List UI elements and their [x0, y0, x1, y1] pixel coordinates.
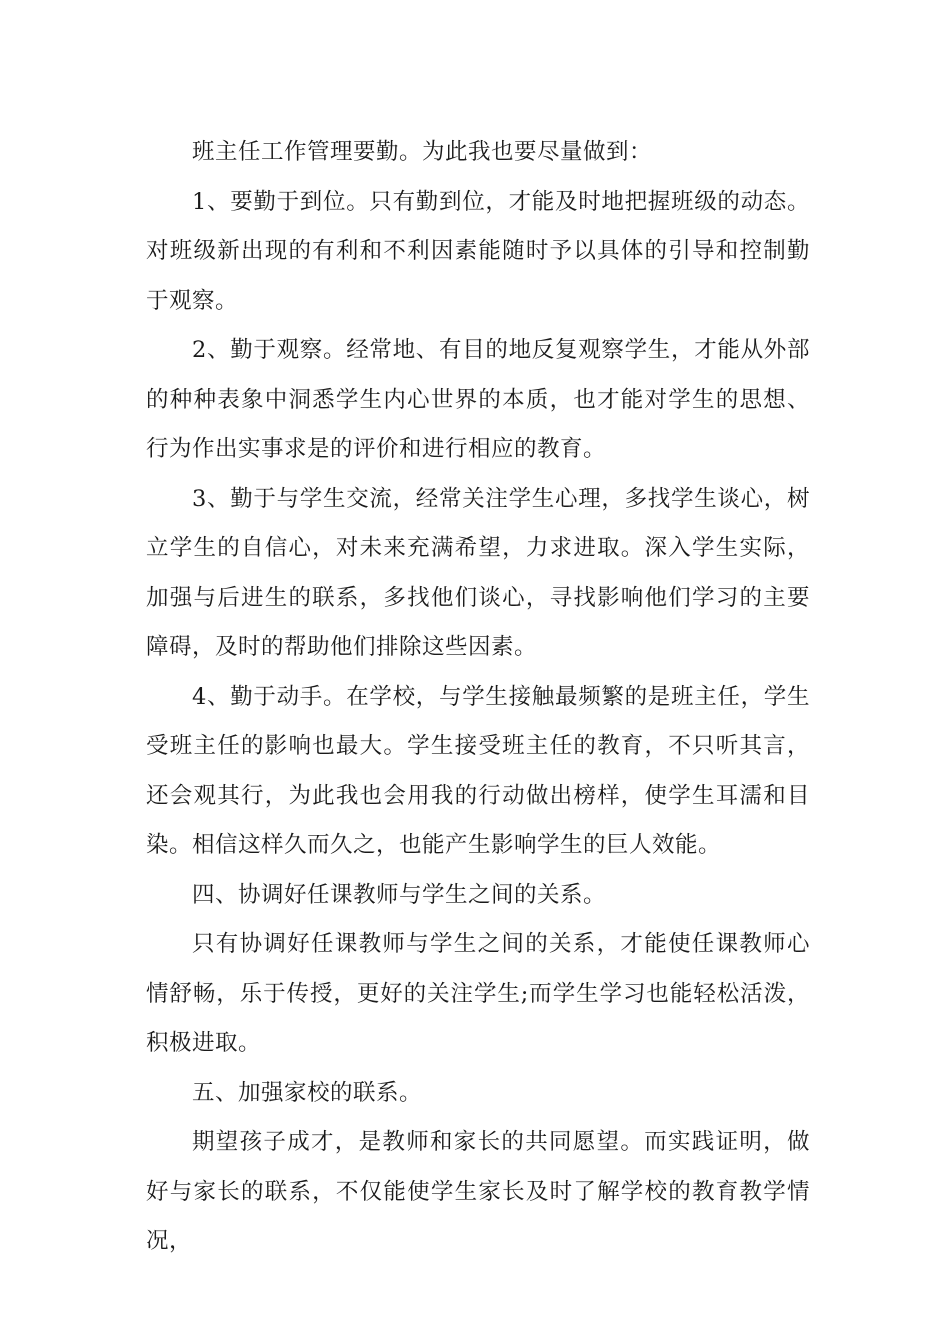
paragraph-item-2: 2、勤于观察。经常地、有目的地反复观察学生，才能从外部的种种表象中洞悉学生内心世界的本质，也才能对学生的思想、行为作出实事求是的评价和进行相应的教育。: [146, 337, 810, 462]
paragraph-item-1: 1、要勤于到位。只有勤到位，才能及时地把握班级的动态。对班级新出现的有利和不利因素能随时予以具体的引导和控制勤于观察。: [146, 188, 810, 314]
paragraph-section-5: 期望孩子成才，是教师和家长的共同愿望。而实践证明，做好与家长的联系，不仅能使学生家长及时了解学校的教育教学情况，: [146, 1129, 810, 1254]
paragraph-item-3: 3、勤于与学生交流，经常关注学生心理，多找学生谈心，树立学生的自信心，对未来充满希望，力求进取。深入学生实际，加强与后进生的联系，多找他们谈心，寻找影响他们学习的主要障碍，及时的帮助他们排除这些因素。: [146, 485, 810, 660]
section-heading-4: 四、协调好任课教师与学生之间的关系。: [192, 881, 607, 908]
paragraph-section-4: 只有协调好任课教师与学生之间的关系，才能使任课教师心情舒畅，乐于传授，更好的关注学生;而学生学习也能轻松活泼，积极进取。: [146, 931, 810, 1056]
paragraph-intro: 班主任工作管理要勤。为此我也要尽量做到：: [192, 139, 653, 165]
section-heading-5: 五、加强家校的联系。: [192, 1079, 423, 1106]
paragraph-item-4: 4、勤于动手。在学校，与学生接触最频繁的是班主任，学生受班主任的影响也最大。学生接受班主任的教育，不只听其言，还会观其行，为此我也会用我的行动做出榜样，使学生耳濡和目染。相信这样久而久之，也能产生影响学生的巨人效能。: [146, 683, 810, 858]
document-body: [146, 128, 810, 1267]
